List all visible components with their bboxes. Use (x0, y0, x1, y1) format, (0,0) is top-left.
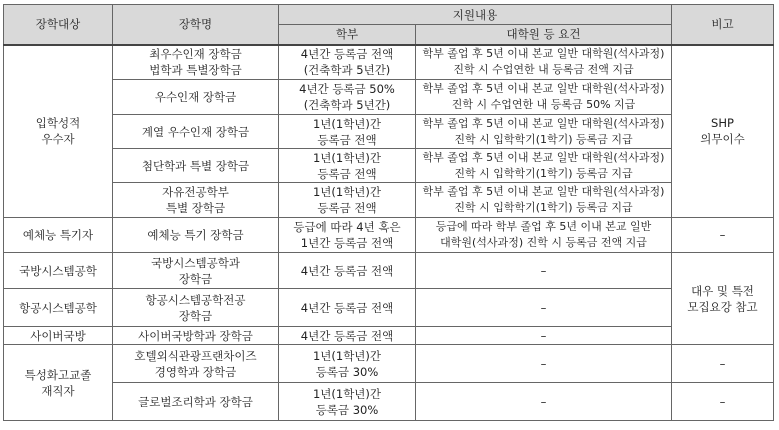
cell-line: 입학성적 (35, 116, 81, 131)
cell-line: 등록금 전액 (317, 201, 377, 215)
cell-line: 진학 시 입학학기(1학기) 등록금 지급 (454, 201, 633, 214)
header-name: 장학명 (113, 5, 279, 45)
note-agreement (672, 253, 774, 345)
cell-line: 진학 시 입학학기(1학기) 등록금 지급 (454, 132, 633, 146)
scholarship-name (113, 45, 279, 80)
undergrad-support (279, 115, 416, 149)
cell-line: 항공시스템공학전공 (145, 292, 246, 307)
cell-line: 대우 및 특전 (691, 283, 754, 298)
header-note: 비고 (672, 5, 774, 45)
note-shp (672, 45, 774, 218)
cell-line: 최우수인재 장학금 (149, 47, 242, 62)
cell-line: 학부 졸업 후 5년 이내 본교 일반 대학원(석사과정) (422, 47, 665, 61)
cell-line: 예체능 특기 장학금 (147, 228, 244, 242)
cell-line: 대학원(석사과정) 진학 시 등록금 전액 지급 (440, 236, 647, 249)
scholarship-table (3, 4, 774, 421)
header-target: 장학대상 (4, 5, 113, 45)
grad-requirement (416, 218, 672, 253)
cell-line: 1년간 등록금 전액 (300, 236, 394, 250)
cell-line: – (540, 263, 547, 278)
cell-line: – (540, 300, 547, 315)
cell-line: 4년간 등록금 전액 (300, 47, 394, 62)
cell-line: 등록금 30% (315, 402, 379, 417)
cell-line: 4년간 등록금 50% (299, 82, 395, 96)
undergrad-support (279, 149, 416, 183)
cell-line: 등급에 따라 4년 혹은 (293, 220, 401, 234)
grad-requirement (416, 327, 672, 345)
cell-line: 사이버국방 (30, 328, 86, 343)
cell-line: 등급에 따라 학부 졸업 후 5년 이내 본교 일반 (435, 220, 652, 233)
cell-line: 예체능 특기자 (22, 228, 94, 242)
cell-line: 학부 졸업 후 5년 이내 본교 일반 대학원(석사과정) (422, 116, 665, 130)
cell-line: – (540, 356, 547, 371)
scholarship-name (113, 149, 279, 183)
scholarship-name (113, 327, 279, 345)
group-defense-system (4, 253, 113, 289)
cell-line: 1년(1학년)간 (312, 116, 382, 131)
grad-requirement (416, 149, 672, 183)
note-arts (672, 218, 774, 253)
grad-requirement (416, 253, 672, 289)
header-support: 지원내용 (279, 5, 672, 25)
cell-line: 1년(1학년)간 (312, 185, 382, 199)
undergrad-support (279, 383, 416, 421)
cell-line: 장학금 (178, 308, 213, 323)
cell-line: 학부 졸업 후 5년 이내 본교 일반 대학원(석사과정) (422, 150, 665, 164)
cell-line: 글로벌조리학과 장학금 (138, 394, 253, 409)
scholarship-name (113, 345, 279, 383)
scholarship-name (113, 289, 279, 327)
grad-requirement (416, 183, 672, 218)
cell-line: 계열 우수인재 장학금 (141, 124, 250, 139)
cell-line: – (719, 228, 726, 242)
cell-line: 진학 시 수업연한 내 등록금 50% 지급 (451, 98, 636, 111)
cell-line: – (719, 356, 726, 371)
grad-requirement (416, 345, 672, 383)
cell-line: 항공시스템공학 (19, 300, 97, 315)
grad-requirement (416, 80, 672, 115)
cell-line: 우수자 (41, 132, 75, 147)
scholarship-name (113, 183, 279, 218)
cell-line: 1년(1학년)간 (312, 348, 382, 363)
cell-line: 자유전공학부 (162, 185, 229, 199)
header-grad: 대학원 등 요건 (416, 25, 672, 45)
cell-line: (건축학과 5년간) (303, 63, 391, 78)
scholarship-name (113, 115, 279, 149)
cell-line: 학부 졸업 후 5년 이내 본교 일반 대학원(석사과정) (422, 185, 665, 198)
cell-line: 등록금 전액 (317, 166, 377, 181)
cell-line: 4년간 등록금 전액 (300, 263, 394, 278)
header-undergrad: 학부 (279, 25, 416, 45)
scholarship-name (113, 80, 279, 115)
scholarship-name (113, 383, 279, 421)
cell-line: 진학 시 입학학기(1학기) 등록금 지급 (454, 166, 633, 180)
cell-line: – (719, 394, 726, 409)
grad-requirement (416, 45, 672, 80)
cell-line: 법학과 특별장학금 (149, 63, 242, 78)
cell-line: 1년(1학년)간 (312, 150, 382, 165)
cell-line: 진학 시 수업연한 내 등록금 전액 지급 (453, 63, 634, 77)
undergrad-support (279, 289, 416, 327)
scholarship-name (113, 253, 279, 289)
cell-line: 우수인재 장학금 (154, 90, 237, 104)
cell-line: 특성화고교졸 (24, 367, 92, 382)
scholarship-name (113, 218, 279, 253)
note-global (672, 383, 774, 421)
cell-line: SHP (711, 116, 734, 131)
group-aero-system (4, 289, 113, 327)
undergrad-support (279, 183, 416, 218)
group-excellent (4, 45, 113, 218)
cell-line: 재직자 (41, 383, 75, 398)
undergrad-support (279, 345, 416, 383)
cell-line: 장학금 (178, 271, 213, 286)
cell-line: – (540, 328, 547, 343)
undergrad-support (279, 80, 416, 115)
undergrad-support (279, 253, 416, 289)
group-cyber (4, 327, 113, 345)
cell-line: – (540, 394, 547, 409)
note-hotel (672, 345, 774, 383)
cell-line: 호텔외식관광프랜차이즈 (134, 348, 257, 363)
cell-line: 국방시스템공학 (19, 263, 97, 278)
group-arts (4, 218, 113, 253)
undergrad-support (279, 218, 416, 253)
undergrad-support (279, 45, 416, 80)
cell-line: 경영학과 장학금 (154, 364, 237, 379)
grad-requirement (416, 115, 672, 149)
cell-line: 4년간 등록금 전액 (300, 328, 394, 343)
grad-requirement (416, 383, 672, 421)
grad-requirement (416, 289, 672, 327)
undergrad-support (279, 327, 416, 345)
group-specialized (4, 345, 113, 421)
cell-line: 등록금 전액 (317, 132, 377, 147)
cell-line: 모집요강 참고 (687, 299, 758, 314)
cell-line: 학부 졸업 후 5년 이내 본교 일반 대학원(석사과정) (422, 82, 665, 95)
cell-line: 첨단학과 특별 장학금 (141, 158, 250, 173)
cell-line: 특별 장학금 (165, 201, 226, 215)
cell-line: 국방시스템공학과 (151, 255, 240, 270)
cell-line: 1년(1학년)간 (312, 386, 382, 401)
cell-line: 사이버국방학과 장학금 (138, 328, 253, 343)
cell-line: 의무이수 (700, 132, 745, 147)
cell-line: (건축학과 5년간) (303, 98, 391, 112)
cell-line: 4년간 등록금 전액 (300, 300, 394, 315)
cell-line: 등록금 30% (315, 364, 379, 379)
